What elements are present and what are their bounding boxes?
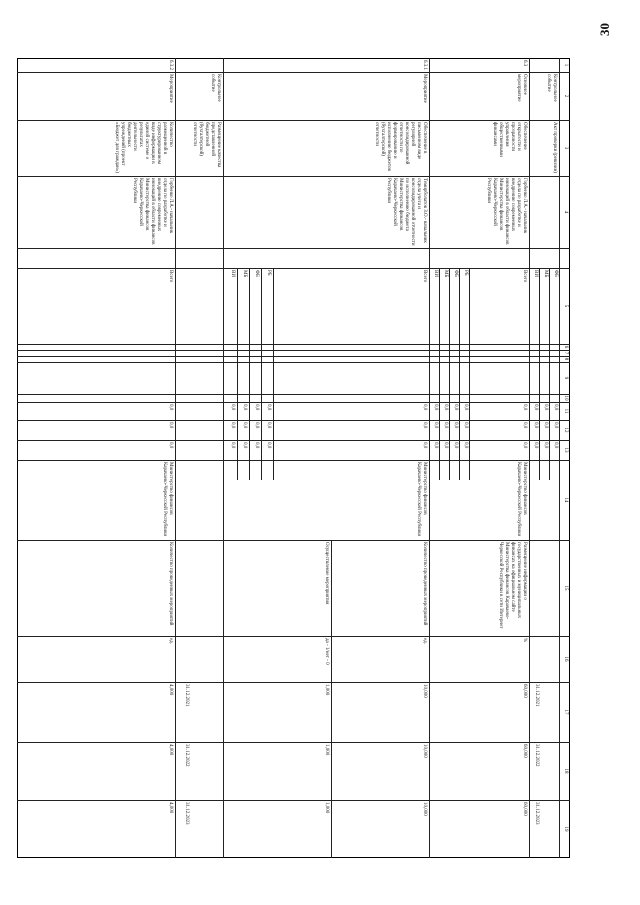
m-632-name: Мероприятие (168, 74, 173, 103)
main-63-v19: 60,000 (522, 802, 527, 816)
main-63-c12-total: 0,0 (522, 422, 527, 429)
col-sep-12 (17, 420, 570, 421)
m-632-c13-total: 0,0 (168, 442, 173, 449)
main-63-c13-1: 0,0 (463, 442, 468, 449)
cp-top-budget-3: ВИ (533, 270, 538, 277)
sub-sep-c2 (261, 268, 262, 480)
col-sep-6 (17, 344, 570, 345)
m-631-resp: Темирболатов З.О.- начальник отдела учета и консолидированной отчетности по исполнению бюджета Министерства финансов Карачаево-Черкесской Республики (386, 178, 427, 246)
main-63-c13-3: 0,0 (443, 442, 448, 449)
header-num-13: 13 (563, 447, 568, 453)
page-number: 30 (597, 23, 612, 36)
m-631b-indicator: Осуществление мероприятия (324, 542, 329, 605)
cp-top-c13-1: 0,0 (553, 442, 558, 449)
header-num-5: 5 (563, 304, 568, 308)
cp-top-d17: 31.12.2021 (534, 684, 539, 707)
cp-mid-d19: 31.12.2023 (184, 802, 189, 825)
m-631-c13-4: 0,0 (230, 442, 235, 449)
m-631-c11-3: 0,0 (242, 404, 247, 411)
cp-top-budget-2: МБ (543, 270, 548, 278)
header-num-16: 16 (563, 656, 568, 662)
m-631-c11-1: 0,0 (266, 404, 271, 411)
cp-top-result: Акт проверки (ревизии) (552, 122, 557, 173)
cp-top-budget-1: ФБ (553, 270, 558, 277)
rotated-table (10, 58, 570, 858)
col-sep-16 (17, 636, 570, 637)
cp-top-c12-1: 0,0 (553, 422, 558, 429)
m-631-c13-2: 0,0 (254, 442, 259, 449)
m-632-code: 6.3.2 (168, 60, 173, 70)
m-631-budget-4: ВИ (230, 270, 235, 277)
header-num-14: 14 (563, 497, 568, 503)
m-632-desc: Количество размещенной в структурированном виде информации в единой системе о результатах деятельности бюджетных учреждений (проект «Бюджет для граждан») (114, 122, 173, 173)
m-631-budget-3: МБ (242, 270, 247, 278)
m-632-unit: ед. (168, 638, 173, 644)
m-632-v17: 4,000 (168, 684, 173, 696)
m-631-total-label: Всего (422, 270, 427, 283)
main-63-budget-3: МБ (443, 270, 448, 278)
main-63-c11-total: 0,0 (522, 404, 527, 411)
sub-sep-c1 (273, 268, 274, 480)
m-631-c13-total: 0,0 (422, 442, 427, 449)
header-num-17: 17 (563, 709, 568, 715)
m-631-c13-3: 0,0 (242, 442, 247, 449)
sub-sep-b1 (469, 268, 470, 480)
header-num-9: 9 (563, 376, 568, 380)
header-separator (559, 58, 560, 858)
main-63-desc: Обеспечение открытости и прозрачности управления общественными финансами (492, 122, 527, 157)
header-num-4: 4 (563, 210, 568, 214)
main-63-c11-3: 0,0 (443, 404, 448, 411)
m-632-total-label: Всего (168, 270, 173, 283)
sub-sep-c3 (249, 268, 250, 480)
cp-mid-name: Контрольное событие (210, 74, 221, 102)
main-63-unit: % (522, 638, 527, 643)
m-631b-v17: 1,000 (324, 684, 329, 696)
m-631-code: 6.3.1 (422, 60, 427, 70)
col-sep-17 (17, 682, 570, 683)
cp-top-d19: 31.12.2023 (534, 802, 539, 825)
m-632-c11-total: 0,0 (168, 404, 173, 411)
m-631-unit: ед. (422, 638, 427, 644)
m-632-v18: 4,000 (168, 744, 173, 756)
m-631-v17: 10,000 (422, 684, 427, 698)
header-num-7: 7 (563, 351, 568, 355)
main-63-budget-1: РБ (463, 270, 468, 276)
cp-mid-d18: 31.12.2022 (184, 744, 189, 767)
m-632-resp: Горбенко Л.А.- начальник отдела по разработке и внедрению современных инноваций в области финансов Министерства финансов Карачаево-Черкесской Республики (132, 178, 173, 245)
header-num-12: 12 (563, 427, 568, 433)
m-631-c12-total: 0,0 (422, 422, 427, 429)
m-632-executor: Министерство финансов Карачаево-Черкесской Республики (162, 462, 173, 537)
header-num-6: 6 (563, 345, 568, 349)
header-num-3: 3 (563, 146, 568, 150)
m-632-indicator: Количество проведенных мероприятий (168, 542, 173, 626)
row-sep-b (429, 58, 430, 858)
main-63-v17: 60,000 (522, 684, 527, 698)
row-sep-c (223, 58, 224, 858)
main-63-budget-2: ФБ (453, 270, 458, 277)
col-sep-5 (17, 268, 570, 269)
col-sep-11 (17, 402, 570, 403)
header-num-11: 11 (563, 408, 568, 414)
cp-top-c11-2: 0,0 (543, 404, 548, 411)
main-63-resp: Горбенко Л.А.- начальник отдела по разработке и внедрению современных инноваций в области финансов Министерства финансов Карачаево-Черкесской Республики (486, 178, 527, 245)
cp-top-c12-2: 0,0 (543, 422, 548, 429)
main-63-c12-4: 0,0 (433, 422, 438, 429)
m-631-name: Мероприятие (422, 74, 427, 103)
col-sep-7 (17, 350, 570, 351)
sub-sep-b4 (439, 268, 440, 480)
row-sep-d (175, 58, 176, 858)
main-63-c13-total: 0,0 (522, 442, 527, 449)
main-63-c12-3: 0,0 (443, 422, 448, 429)
m-631-c11-total: 0,0 (422, 404, 427, 411)
col-sep-13 (17, 440, 570, 441)
header-num-10: 10 (563, 395, 568, 401)
m-632-c12-total: 0,0 (168, 422, 173, 429)
main-63-c12-2: 0,0 (453, 422, 458, 429)
cp-top-c11-3: 0,0 (533, 404, 538, 411)
main-63-indicator: Размещение информации о государственных и муниципальных финансах на официальном сайте Министерства финансов Карачаево-Черкесской Республики в сети Интернет (498, 542, 527, 629)
m-631-c12-4: 0,0 (230, 422, 235, 429)
m-631-budget-2: ФБ (254, 270, 259, 277)
m-631-v18: 10,000 (422, 744, 427, 758)
cp-top-c11-1: 0,0 (553, 404, 558, 411)
m-631b-unit: да - 1/нет - 0 (324, 638, 329, 665)
cp-mid-result: Размещение качества представленной бюджетной (бухгалтерской) отчетности (192, 122, 221, 168)
table-border-left (17, 58, 570, 59)
m-631-v19: 10,000 (422, 802, 427, 816)
table-border-top (569, 58, 570, 858)
m-631-desc: Обеспечение в письменном виде регулярной консолидированной отчетности по формированию и исполнению бюджетов (бухгалтерской) отчетности (374, 122, 427, 171)
main-63-c11-4: 0,0 (433, 404, 438, 411)
main-63-c11-2: 0,0 (453, 404, 458, 411)
main-63-budget-4: ВИ (433, 270, 438, 277)
m-631-c12-1: 0,0 (266, 422, 271, 429)
main-63-c11-1: 0,0 (463, 404, 468, 411)
indicator-sep-c (331, 540, 332, 858)
col-sep-19 (17, 800, 570, 801)
main-63-total-label: Всего (522, 270, 527, 283)
main-63-v18: 60,000 (522, 744, 527, 758)
col-sep-9 (17, 362, 570, 363)
header-num-2: 2 (563, 94, 568, 98)
col-sep-10 (17, 394, 570, 395)
sub-sep-b3 (449, 268, 450, 480)
col-sep-4 (17, 248, 570, 249)
header-num-18: 18 (563, 768, 568, 774)
header-num-8: 8 (563, 357, 568, 361)
cp-top-c12-3: 0,0 (533, 422, 538, 429)
m-631b-v18: 1,000 (324, 744, 329, 756)
m-631-c13-1: 0,0 (266, 442, 271, 449)
main-63-name: Основное мероприятие (516, 74, 527, 102)
header-num-1: 1 (563, 63, 568, 67)
cp-top-c13-2: 0,0 (543, 442, 548, 449)
m-631-c12-3: 0,0 (242, 422, 247, 429)
cp-top-d18: 31.12.2022 (534, 744, 539, 767)
header-num-19: 19 (563, 826, 568, 832)
m-631-budget-1: РБ (266, 270, 271, 276)
table-border-right (17, 857, 570, 858)
m-631-c11-4: 0,0 (230, 404, 235, 411)
main-63-c13-4: 0,0 (433, 442, 438, 449)
main-63-c12-1: 0,0 (463, 422, 468, 429)
m-631-c12-2: 0,0 (254, 422, 259, 429)
m-631-indicator: Количество проведенных мероприятий (422, 542, 427, 626)
m-631-executor: Министерство финансов Карачаево-Черкесской Республики (416, 462, 427, 537)
main-63-code: 6.3 (522, 60, 527, 67)
m-632-v19: 4,000 (168, 802, 173, 814)
cp-mid-d17: 31.12.2021 (184, 684, 189, 707)
header-num-15: 15 (563, 585, 568, 591)
sub-sep-c4 (237, 268, 238, 480)
cp-top-c13-3: 0,0 (533, 442, 538, 449)
cp-top-name: Контрольное событие (546, 74, 557, 102)
row-sep-a (529, 58, 530, 858)
col-sep-8 (17, 356, 570, 357)
m-631-c11-2: 0,0 (254, 404, 259, 411)
col-sep-18 (17, 742, 570, 743)
table-border-bottom (17, 58, 18, 858)
main-63-c13-2: 0,0 (453, 442, 458, 449)
sub-sep-b2 (459, 268, 460, 480)
m-631b-v19: 1,000 (324, 802, 329, 814)
main-63-executor: Министерство финансов Карачаево-Черкесской Республики (516, 462, 527, 537)
